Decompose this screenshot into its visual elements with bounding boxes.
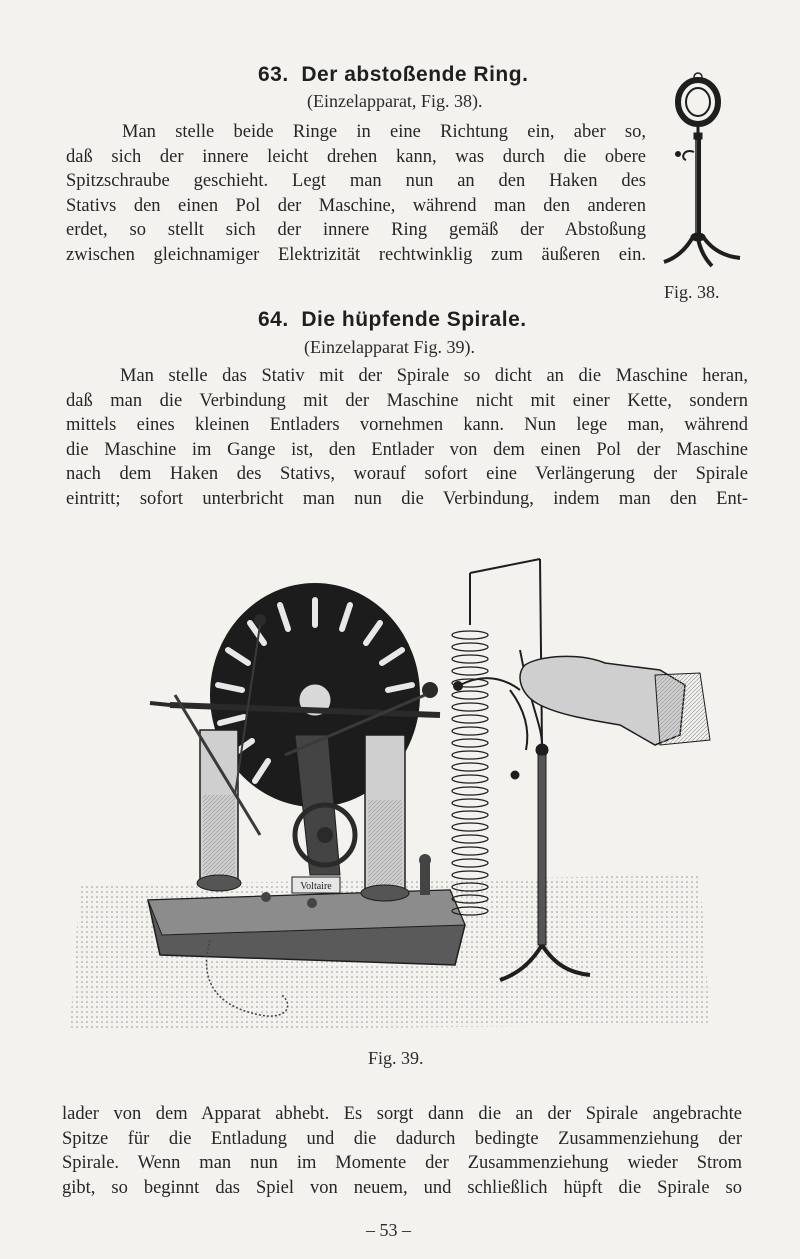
figure-39-caption: Fig. 39. — [368, 1048, 424, 1068]
paragraph-line: Man stelle das Stativ mit der Spirale so dicht an die Maschine heran, — [120, 366, 748, 386]
section-64-subtitle: (Einzelapparat Fig. 39). — [304, 337, 475, 357]
hand-with-discharger — [453, 656, 710, 750]
paragraph-line: Spitze für die Entladung und die dadurch bedingte Zusammenziehung der — [62, 1128, 742, 1149]
section-63-heading — [258, 63, 528, 87]
paragraph-line: daß sich der innere leicht drehen kann, was durch die obere — [66, 146, 646, 167]
section-63-title: Der abstoßende Ring. — [301, 63, 529, 86]
figure-39-machine-illustration — [60, 545, 765, 1045]
section-64-paragraph — [66, 364, 748, 512]
section-63-subtitle: (Einzelapparat, Fig. 38). — [307, 91, 483, 111]
section-64-heading — [258, 308, 527, 332]
figure-38-ring-stand — [660, 70, 760, 280]
page-number: – 53 – — [366, 1220, 411, 1240]
continuation-paragraph — [62, 1102, 742, 1200]
paragraph-line: Stativs den einen Pol der Maschine, während man den anderen — [66, 195, 646, 216]
paragraph-line: zwischen gleichnamiger Elektrizität rechtwinklig zum äußeren ein. — [66, 244, 646, 265]
section-64-number: 64. — [258, 308, 289, 331]
paragraph-line: die Maschine im Gange ist, den Entlader von dem einen Pol der Maschine — [66, 439, 748, 460]
leyden-jar-left — [197, 730, 241, 891]
paragraph-line: nach dem Haken des Stativs, worauf sofort eine Verlängerung der Spirale — [66, 464, 748, 485]
paragraph-line: Spitzschraube geschieht. Legt man nun an den Haken des — [66, 171, 646, 192]
leyden-jar-right — [361, 735, 409, 901]
section-64-title: Die hüpfende Spirale. — [301, 308, 527, 331]
section-63-paragraph — [66, 120, 646, 268]
plate-label: Voltaire — [300, 881, 332, 892]
section-63-number: 63. — [258, 63, 289, 86]
figure-38-caption: Fig. 38. — [664, 282, 720, 302]
paragraph-line: gibt, so beginnt das Spiel von neuem, und schließlich hüpft die Spirale so — [62, 1177, 742, 1198]
paragraph-line: Spirale. Wenn man nun im Momente der Zusammenziehung wieder Strom — [62, 1153, 742, 1174]
spiral-coil — [452, 631, 488, 915]
paragraph-line: daß man die Verbindung mit der Maschine nicht mit einer Kette, sondern — [66, 390, 748, 411]
paragraph-line: lader von dem Apparat abhebt. Es sorgt dann die an der Spirale angebrachte — [62, 1104, 742, 1124]
paragraph-line: erdet, so stellt sich der innere Ring gemäß der Abstoßung — [66, 220, 646, 241]
paragraph-line: Man stelle beide Ringe in eine Richtung ein, aber so, — [122, 122, 646, 142]
paragraph-line: mittels eines kleinen Entladers vornehmen kann. Nun lege man, während — [66, 415, 748, 436]
paragraph-line: eintritt; sofort unterbricht man nun die Verbindung, indem man den Ent- — [66, 488, 748, 509]
